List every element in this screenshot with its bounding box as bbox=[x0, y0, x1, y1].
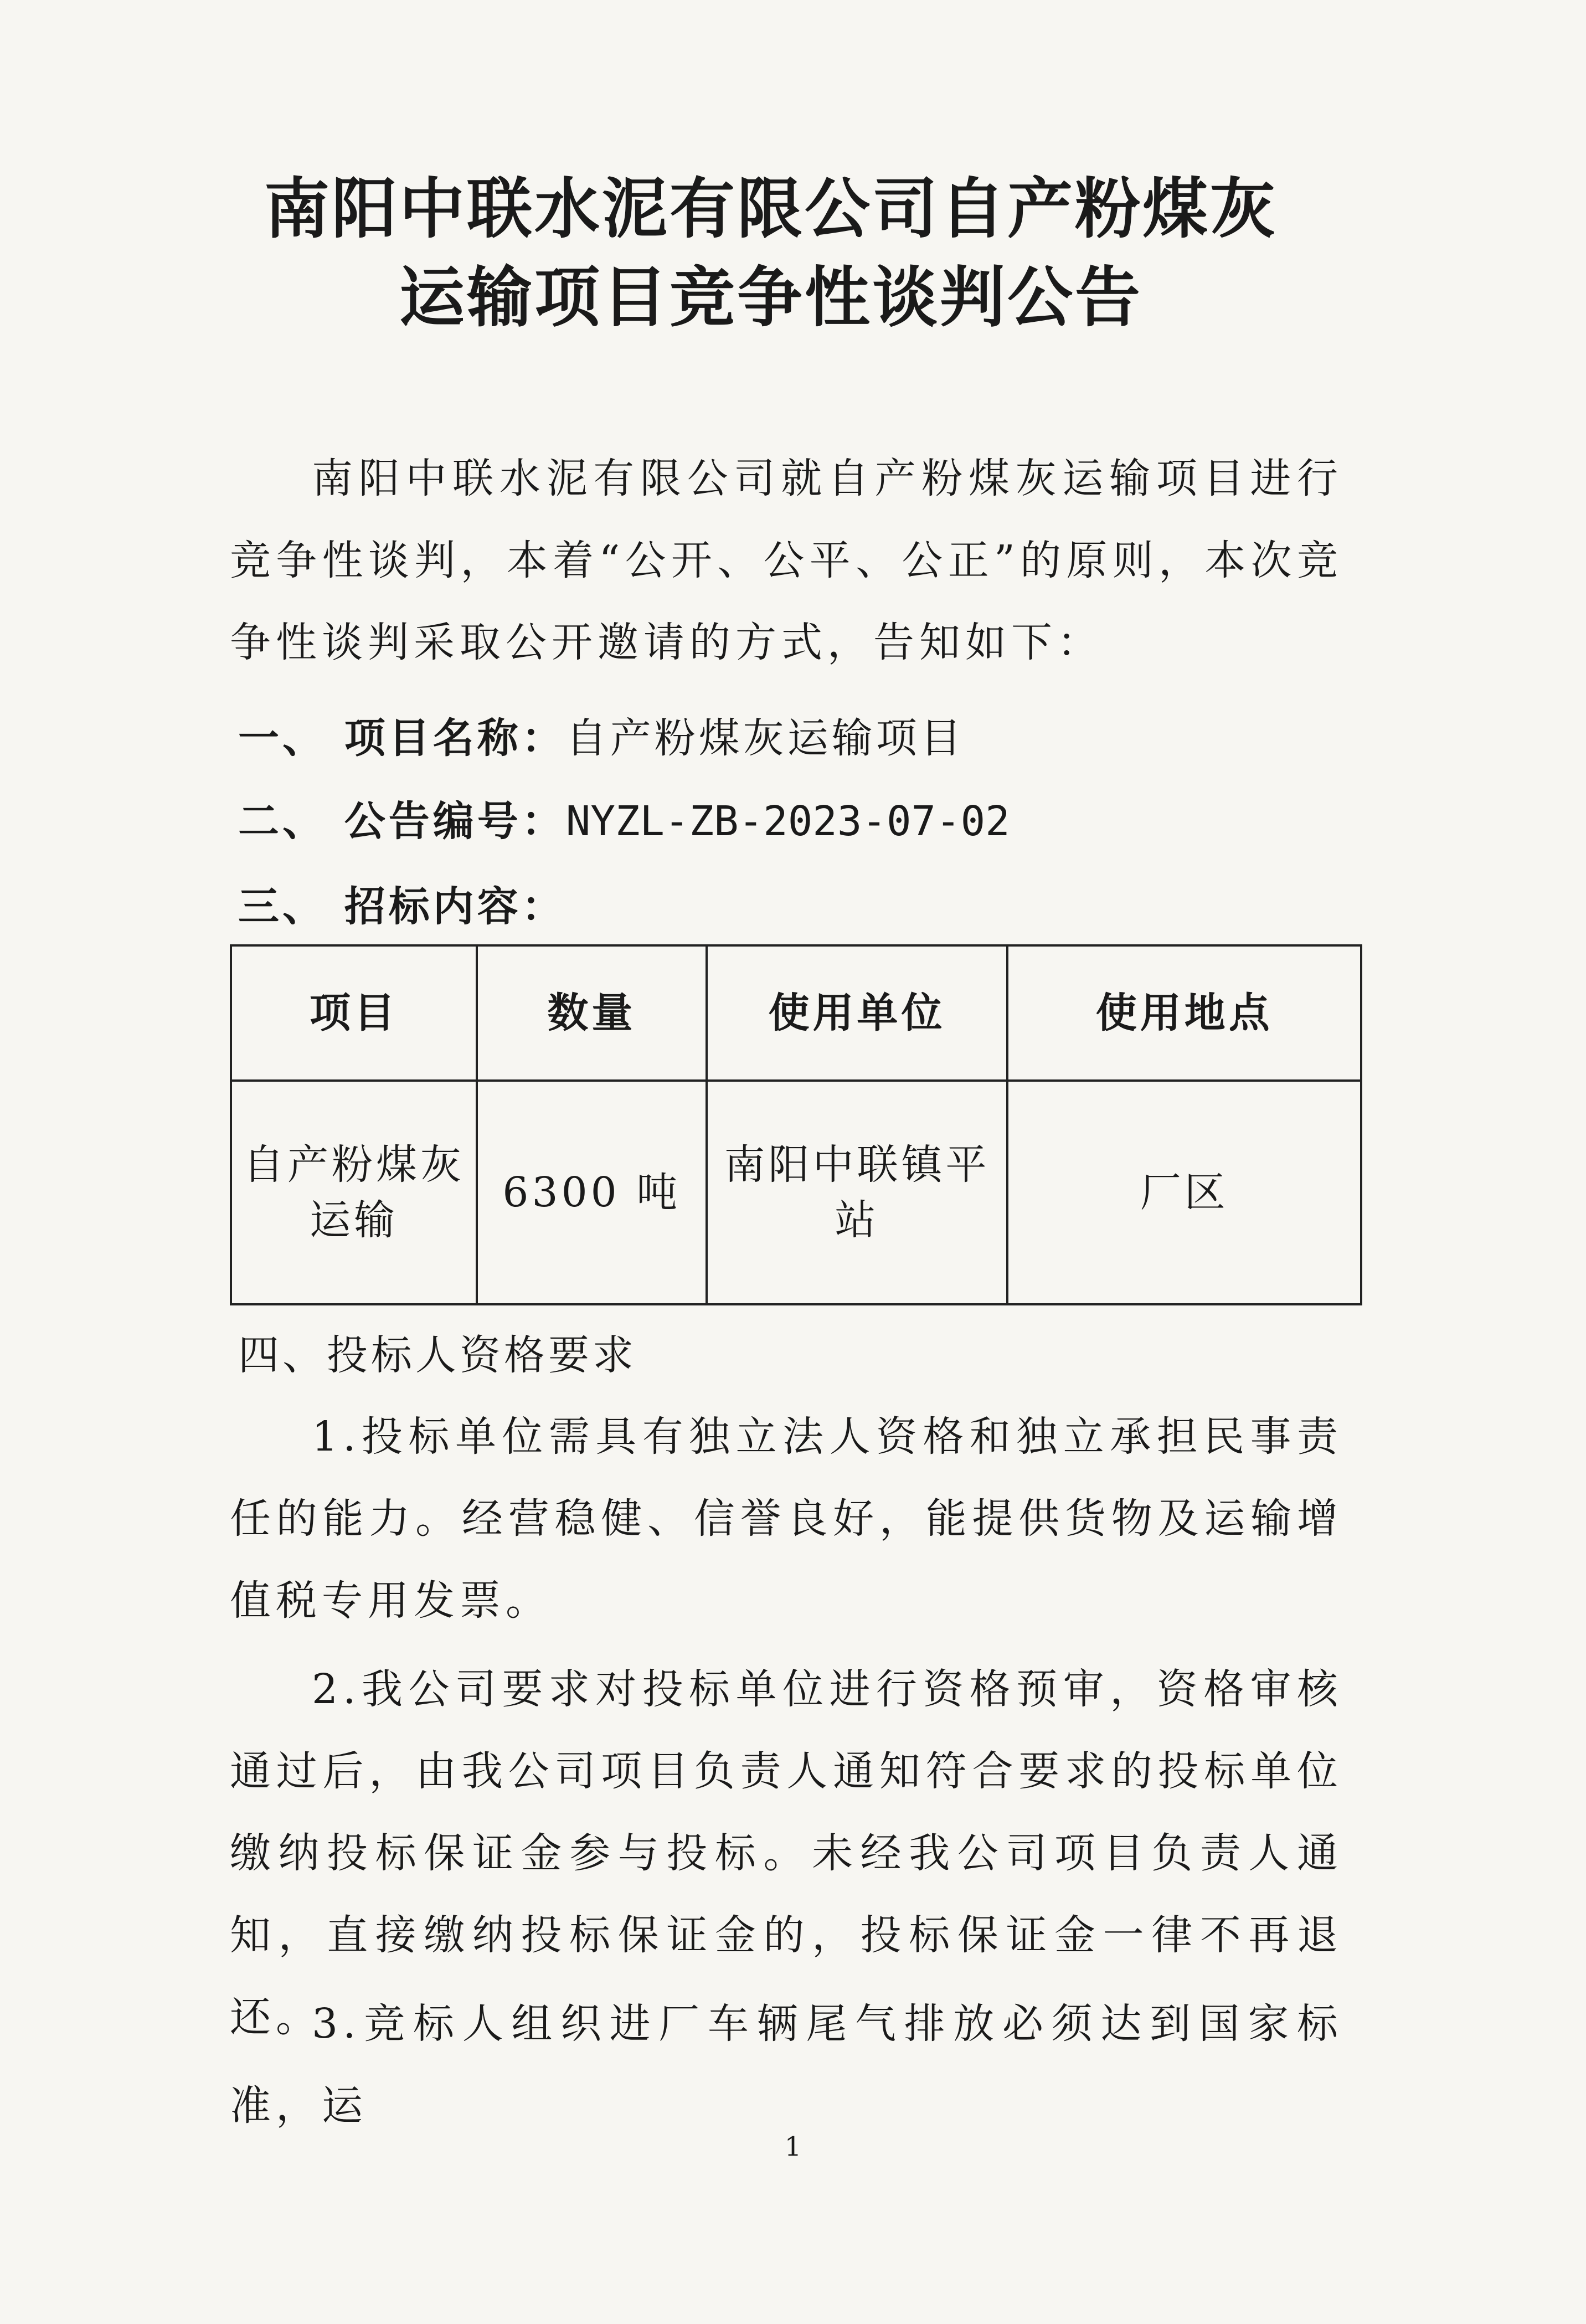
bid-content-table bbox=[230, 944, 1362, 1305]
table-cell: 南阳中联镇平站 bbox=[707, 1081, 1008, 1304]
requirement-paragraph-1: 1.投标单位需具有独立法人资格和独立承担民事责任的能力。经营稳健、信誉良好，能提供货物及运输增值税专用发票。 bbox=[230, 1413, 1343, 1624]
section-qualifications: 四、投标人资格要求 bbox=[238, 1331, 637, 1379]
section-project-name-label: 一、 项目名称： bbox=[238, 714, 566, 762]
table-cell: 自产粉煤灰运输 bbox=[231, 1081, 477, 1304]
table-cell: 6300 吨 bbox=[477, 1081, 707, 1304]
document-title-line-1: 南阳中联水泥有限公司自产粉煤灰 bbox=[264, 171, 1278, 247]
table-row bbox=[231, 1081, 1361, 1304]
table-header-row bbox=[231, 945, 1361, 1081]
table-header-cell: 使用单位 bbox=[707, 945, 1008, 1081]
section-notice-number-label: 二、 公告编号： bbox=[238, 798, 566, 845]
section-notice-number-value: NYZL-ZB-2023-07-02 bbox=[565, 798, 1010, 845]
section-project-name-value: 自产粉煤灰运输项目 bbox=[565, 714, 965, 762]
section-project-name bbox=[238, 714, 965, 762]
requirement-paragraph-3: 3.竞标人组织进厂车辆尾气排放必须达到国家标准，运 bbox=[230, 2000, 1343, 2130]
table-header-cell: 数量 bbox=[477, 945, 707, 1081]
intro-paragraph: 南阳中联水泥有限公司就自产粉煤灰运输项目进行竞争性谈判，本着“公开、公平、公正”的原则，本次竞争性谈判采取公开邀请的方式，告知如下： bbox=[230, 455, 1343, 666]
table-header-cell: 项目 bbox=[231, 945, 477, 1081]
document-title-line-2: 运输项目竞争性谈判公告 bbox=[399, 259, 1142, 336]
section-notice-number bbox=[238, 798, 1010, 845]
section-bid-content-label: 三、 招标内容： bbox=[238, 883, 566, 930]
section-bid-content bbox=[238, 883, 566, 930]
table-header-cell: 使用地点 bbox=[1007, 945, 1361, 1081]
table-cell: 厂区 bbox=[1007, 1081, 1361, 1304]
page-number: 1 bbox=[784, 2131, 802, 2162]
requirement-paragraph-2: 2.我公司要求对投标单位进行资格预审，资格审核通过后，由我公司项目负责人通知符合要求的投标单位缴纳投标保证金参与投标。未经我公司项目负责人通知，直接缴纳投标保证金的，投标保证金一律不再退还。 bbox=[230, 1665, 1343, 2041]
